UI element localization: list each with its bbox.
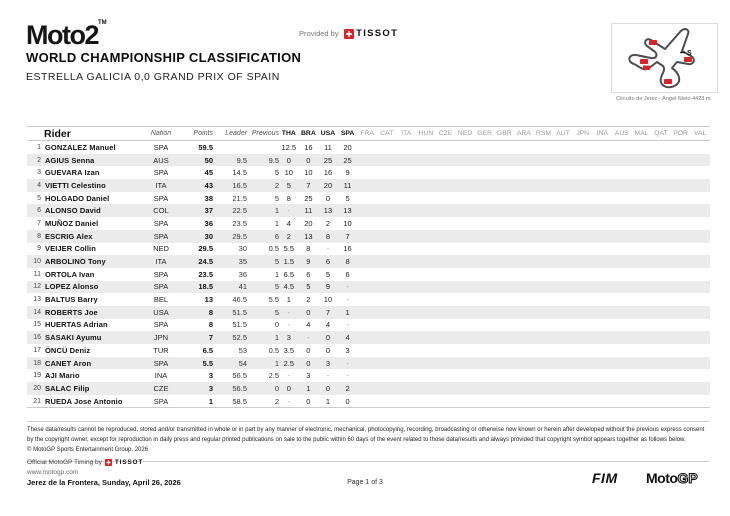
table-row [27,204,710,217]
rider-name-cell: HOLGADO Daniel [45,193,110,203]
rider-name-cell: ARBOLINO Tony [45,257,106,267]
leader-gap-cell: 41 [238,282,247,292]
rider-name-cell: MUÑOZ Daniel [45,218,99,228]
nation-cell: SPA [153,358,169,368]
table-row [27,319,710,332]
tissot-wordmark: TISSOT [114,459,144,466]
leader-gap-cell: 53 [238,345,247,355]
previous-gap-cell: 0.5 [268,244,279,254]
nation-cell: COL [153,206,169,216]
previous-gap-cell: 2 [274,396,279,406]
race-points-cell: - [287,206,291,216]
timing-credit [27,459,143,466]
leader-gap-cell: 21.5 [232,193,247,203]
race-points-cell: 4 [286,218,291,228]
race-points-cell: 16 [304,142,313,152]
race-points-cell: 6 [345,269,350,279]
location-date: Jerez de la Frontera, Sunday, April 26, 2026 [27,478,181,487]
race-points-cell: - [346,295,349,305]
race-points-cell: 0 [306,345,311,355]
column-header-race: AUT [556,130,570,137]
position-cell: 8 [37,232,41,240]
race-points-cell: 0 [306,155,311,165]
nation-cell: SPA [153,282,169,292]
table-row [27,369,710,382]
tissot-logo [344,28,399,39]
rider-name-cell: CANET Aron [45,358,92,368]
table-row [27,166,710,179]
points-cell: 24.5 [198,257,213,267]
points-cell: 29.5 [198,244,213,254]
previous-gap-cell: 5 [274,168,279,178]
position-cell: 7 [37,219,41,227]
column-header-race: VAL [694,130,707,137]
points-cell: 18.5 [198,282,213,292]
race-points-cell: 3.5 [283,345,294,355]
leader-gap-cell: 23.5 [232,218,247,228]
race-points-cell: 8 [306,244,311,254]
points-cell: 36 [204,218,213,228]
position-cell: 5 [37,194,41,202]
column-header-race: INA [596,130,608,137]
race-points-cell: 11 [343,180,352,190]
points-cell: 5.5 [202,358,213,368]
previous-gap-cell: 0 [274,383,279,393]
sector-marker [649,40,657,45]
trademark-mark: TM [97,20,107,26]
position-cell: 11 [33,270,41,278]
leader-gap-cell: 14.5 [232,168,247,178]
moto2-logo-text: Moto2 [26,20,98,50]
position-cell: 6 [37,207,41,215]
race-points-cell: 5 [345,193,350,203]
race-points-cell: 6.5 [283,269,294,279]
race-points-cell: 3 [325,358,331,368]
points-cell: 23.5 [198,269,213,279]
start-label: S [687,50,692,57]
table-row [27,382,710,395]
column-header-race: BRA [301,130,316,137]
race-points-cell: 7 [325,307,331,317]
race-points-cell: 5.5 [283,244,294,254]
position-cell: 18 [33,359,41,367]
standings-body [27,141,710,408]
position-cell: 4 [37,181,41,189]
rider-name-cell: VEIJER Collin [45,244,96,254]
sector-marker [640,59,648,64]
column-header-race: THA [281,130,296,137]
position-cell: 19 [33,372,41,380]
rider-name-cell: HUERTAS Adrian [45,320,108,330]
leader-gap-cell: 56.5 [232,371,247,381]
points-cell: 8 [208,307,213,317]
table-row [27,230,710,243]
leader-gap-cell: 22.5 [232,206,247,216]
leader-gap-cell: 58.5 [232,396,247,406]
provided-by-block [299,28,398,39]
points-cell: 38 [204,193,213,203]
position-cell: 14 [33,308,41,316]
race-points-cell: 0 [345,396,350,406]
race-points-cell: 4 [345,333,350,343]
race-points-cell: - [287,396,291,406]
column-header-race: AUS [614,130,629,137]
race-points-cell: - [326,244,330,254]
timing-label: Official MotoGP Timing by [27,459,102,466]
nation-cell: SPA [153,320,169,330]
race-points-cell: 10 [284,168,293,178]
previous-gap-cell: 1 [274,358,279,368]
column-header-race: HUN [418,130,434,137]
column-header-points: Points [193,130,213,137]
sector-marker [684,57,692,62]
table-row [27,243,710,256]
motogp-moto-text: Moto [646,470,678,486]
race-points-cell: 8 [345,257,350,267]
table-row [27,217,710,230]
race-points-cell: 2.5 [283,358,294,368]
standings-table [27,126,710,408]
race-points-cell: 10 [323,295,333,305]
points-cell: 3 [208,371,213,381]
previous-gap-cell: 6 [274,231,279,241]
race-points-cell: 7 [306,180,311,190]
position-cell: 17 [33,346,41,354]
motogp-logo [646,470,698,486]
position-cell: 10 [33,258,41,266]
race-points-cell: 3 [286,333,291,343]
race-points-cell: 0 [325,333,331,343]
race-points-cell: 2 [345,383,350,393]
race-points-cell: 4 [325,320,331,330]
race-points-cell: 2 [286,231,291,241]
previous-gap-cell: 1 [274,333,279,343]
previous-gap-cell: 5 [274,307,279,317]
table-header [27,126,710,141]
disclaimer-text: These data/results cannot be reproduced, stored and/or transmitted in whole or in part by any manner of electronic, mechanical, photocopying, recording, broadcasting or otherwise now known or herein after developed without the previous express consent by the copyright owner, except for reproduction in daily press and regular printed publications on sale to the public within 60 days of the event related to those data/results and always provided that copyright symbol appears together as follows below. [27,427,705,443]
column-header-race: SPA [340,130,355,137]
race-points-cell: - [287,320,291,330]
table-row [27,395,710,408]
race-points-cell: 4 [306,320,311,330]
race-points-cell: - [346,320,349,330]
race-points-cell: 1 [306,383,311,393]
nation-cell: SPA [153,396,169,406]
race-points-cell: 13 [343,206,352,216]
race-points-cell: 1 [345,307,350,317]
fim-logo: FIM [592,470,618,486]
rider-name-cell: VIETTI Celestino [45,180,106,190]
race-points-cell: 12.5 [281,142,297,152]
rider-name-cell: GONZALEZ Manuel [45,142,116,152]
points-cell: 59.5 [198,142,213,152]
leader-gap-cell: 35 [238,257,247,267]
race-points-cell: - [346,371,349,381]
table-row [27,306,710,319]
race-points-cell: - [287,307,291,317]
race-points-cell: 1.5 [283,257,294,267]
race-points-cell: 0 [325,345,331,355]
nation-cell: USA [153,307,169,317]
leader-gap-cell: 46.5 [232,295,247,305]
event-subtitle: ESTRELLA GALICIA 0,0 GRAND PRIX OF SPAIN [26,71,280,83]
leader-gap-cell: 9.5 [236,155,247,165]
leader-gap-cell: 51.5 [232,307,247,317]
race-points-cell: 10 [343,218,352,228]
column-header-race: POR [673,130,688,137]
table-row [27,268,710,281]
race-points-cell: 5 [306,282,311,292]
rider-name-cell: AGIUS Senna [45,155,95,165]
race-points-cell: 0 [325,383,331,393]
race-points-cell: 9 [306,257,311,267]
previous-gap-cell: 2.5 [268,371,279,381]
legal-notice [27,421,710,462]
race-points-cell: 0 [306,396,311,406]
rider-name-cell: AJI Mario [45,371,80,381]
race-points-cell: 0 [306,358,311,368]
page-title: WORLD CHAMPIONSHIP CLASSIFICATION [26,50,302,65]
race-points-cell: 7 [345,231,350,241]
column-header-race: QAT [654,130,668,137]
nation-cell: SPA [153,218,169,228]
race-points-cell: 11 [324,142,332,152]
race-points-cell: - [346,358,349,368]
leader-gap-cell: 29.5 [232,231,247,241]
nation-cell: NED [153,244,169,254]
race-points-cell: 20 [343,142,352,152]
column-header-race: NED [457,130,473,137]
rider-name-cell: SASAKI Ayumu [45,333,102,343]
rider-name-cell: ÖNCÜ Deniz [45,345,91,355]
points-cell: 1 [208,396,213,406]
column-header-race: GER [477,130,493,137]
column-header-leader: Leader [225,130,247,137]
position-cell: 21 [33,397,41,405]
points-cell: 7 [208,333,213,343]
points-cell: 50 [204,155,213,165]
position-cell: 1 [37,143,41,151]
race-points-cell: 0 [325,193,331,203]
race-points-cell: - [326,371,330,381]
position-cell: 2 [37,156,41,164]
position-cell: 13 [33,296,41,304]
position-cell: 16 [33,334,41,342]
points-cell: 43 [204,180,213,190]
nation-cell: SPA [153,231,169,241]
leader-gap-cell: 51.5 [232,320,247,330]
tissot-wordmark: TISSOT [356,28,399,39]
race-points-cell: 25 [323,155,333,165]
table-row [27,141,710,154]
column-header-race: RSM [535,130,552,137]
column-header-race: FRA [360,130,374,137]
previous-gap-cell: 9.5 [268,155,279,165]
motogp-gp-text: GP [677,470,698,486]
column-header-race: CZE [438,130,453,137]
table-row [27,179,710,192]
page-number: Page 1 of 3 [347,479,383,486]
table-row [27,281,710,294]
circuit-caption: Circuito de Jerez - Ángel Nieto 4423 m. [616,96,712,102]
column-header-race: USA [320,130,336,137]
table-row [27,293,710,306]
race-points-cell: 4.5 [283,282,294,292]
column-header-previous: Previous [251,130,279,137]
race-points-cell: 0 [286,155,291,165]
nation-cell: SPA [153,168,169,178]
leader-gap-cell: 16.5 [232,180,247,190]
table-row [27,344,710,357]
nation-cell: SPA [153,142,169,152]
previous-gap-cell: 5.5 [268,295,279,305]
leader-gap-cell: 54 [238,358,247,368]
table-row [27,357,710,370]
points-cell: 30 [204,231,213,241]
race-points-cell: 8 [325,231,331,241]
website-text: www.motogp.com [27,469,79,476]
previous-gap-cell: 1 [274,206,279,216]
race-points-cell: 0 [306,307,311,317]
nation-cell: AUS [153,155,169,165]
sector-marker [643,66,650,71]
previous-gap-cell: 5 [274,193,279,203]
race-points-cell: 6 [306,269,311,279]
race-points-cell: 1 [325,396,331,406]
rider-name-cell: GUEVARA Izan [45,168,100,178]
column-header-race: ITA [401,130,412,137]
sector-marker [664,79,672,84]
previous-gap-cell: 0.5 [268,345,279,355]
race-points-cell: - [307,333,310,343]
race-points-cell: 16 [343,244,352,254]
nation-cell: JPN [153,333,169,343]
race-points-cell: 25 [304,193,313,203]
race-points-cell: 13 [304,231,313,241]
provided-by-label: Provided by [299,29,339,38]
table-row [27,154,710,167]
race-points-cell: 9 [345,168,350,178]
column-header-race: CAT [380,130,394,137]
race-points-cell: 9 [325,282,331,292]
race-points-cell: 3 [345,345,350,355]
points-cell: 45 [204,168,213,178]
previous-gap-cell: 5 [274,257,279,267]
race-points-cell: 1 [286,295,291,305]
nation-cell: INA [154,371,168,381]
race-points-cell: - [346,282,349,292]
rider-name-cell: BALTUS Barry [45,295,98,305]
race-points-cell: 10 [304,168,313,178]
nation-cell: SPA [153,269,169,279]
column-header-rider: Rider [44,127,71,140]
position-cell: 20 [33,384,41,392]
race-points-cell: 25 [343,155,352,165]
position-cell: 3 [37,169,41,177]
column-header-nation: Nation [150,130,172,137]
race-points-cell: 5 [286,180,291,190]
column-header-race: JPN [576,130,590,137]
column-header-race: ARA [516,130,531,137]
table-row [27,192,710,205]
table-row [27,255,710,268]
position-cell: 12 [33,283,41,291]
race-points-cell: 20 [323,180,333,190]
nation-cell: BEL [153,295,169,305]
points-cell: 13 [204,295,213,305]
leader-gap-cell: 56.5 [232,383,247,393]
race-points-cell: 11 [304,206,313,216]
race-points-cell: 8 [286,193,291,203]
race-points-cell: 13 [323,206,333,216]
column-header-race: GBR [496,130,512,137]
rider-name-cell: SALAC Filip [45,383,90,393]
race-points-cell: 16 [323,168,333,178]
points-cell: 8 [208,320,213,330]
race-points-cell: - [287,371,291,381]
leader-gap-cell: 30 [238,244,247,254]
race-points-cell: 2 [306,295,311,305]
previous-gap-cell: 5 [274,282,279,292]
moto2-logo [26,20,107,51]
nation-cell: CZE [153,383,169,393]
position-cell: 9 [37,245,41,253]
circuit-track-icon [612,24,717,92]
leader-gap-cell: 52.5 [232,333,247,343]
previous-gap-cell: 1 [274,269,279,279]
previous-gap-cell: 2 [274,180,279,190]
points-cell: 37 [204,206,213,216]
points-cell: 6.5 [202,345,213,355]
tissot-cross-icon [344,29,354,39]
previous-gap-cell: 0 [274,320,279,330]
previous-gap-cell: 1 [274,218,279,228]
rider-name-cell: ORTOLA Ivan [45,269,95,279]
position-cell: 15 [33,321,41,329]
table-row [27,331,710,344]
nation-cell: ITA [155,180,167,190]
rider-name-cell: RUEDA Jose Antonio [45,396,123,406]
circuit-map [611,23,718,93]
points-cell: 3 [208,383,213,393]
nation-cell: TUR [153,345,169,355]
race-points-cell: 5 [325,269,331,279]
copyright-line: © MotoGP Sports Entertainment Group, 2026 [27,447,149,454]
race-points-cell: 6 [325,257,331,267]
race-points-cell: 3 [306,371,311,381]
nation-cell: SPA [153,193,169,203]
rider-name-cell: ROBERTS Joe [45,307,98,317]
column-header-race: MAL [634,130,649,137]
race-points-cell: 20 [304,218,313,228]
race-points-cell: 2 [325,218,331,228]
rider-name-cell: LOPEZ Alonso [45,282,99,292]
nation-cell: ITA [155,257,167,267]
rider-name-cell: ESCRIG Alex [45,231,93,241]
tissot-cross-icon [105,459,112,466]
race-points-cell: 0 [286,383,291,393]
rider-name-cell: ALONSO David [45,206,101,216]
leader-gap-cell: 36 [238,269,247,279]
